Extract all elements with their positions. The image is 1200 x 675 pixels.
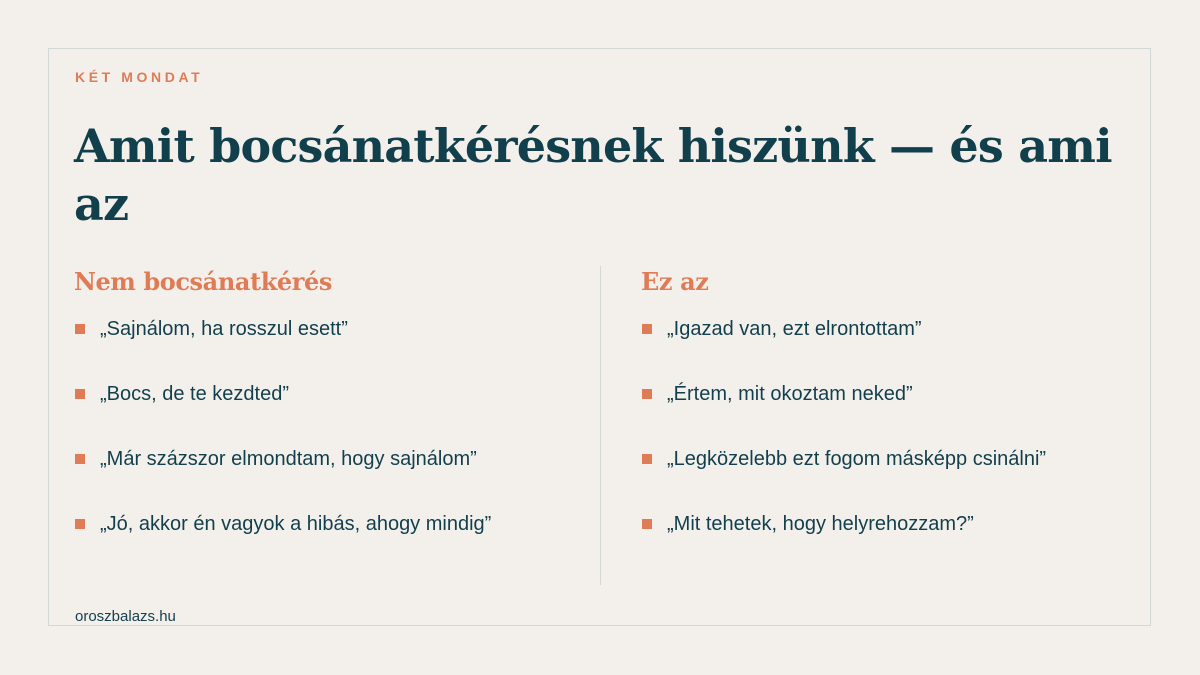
list-item-text: „Mit tehetek, hogy helyrehozzam?” [667, 513, 974, 535]
column-apology [641, 265, 1121, 535]
square-bullet-icon [75, 324, 85, 334]
list-item-text: „Jó, akkor én vagyok a hibás, ahogy mindig” [100, 513, 492, 535]
footer-source: oroszbalazs.hu [75, 608, 176, 625]
square-bullet-icon [642, 519, 652, 529]
column-divider [600, 266, 601, 585]
square-bullet-icon [75, 519, 85, 529]
list-item-text: „Legközelebb ezt fogom másképp csinálni” [667, 448, 1047, 470]
slide-title: Amit bocsánatkérésnek hiszünk — és ami az [74, 119, 1112, 231]
list-item-text: „Már százszor elmondtam, hogy sajnálom” [100, 448, 477, 470]
square-bullet-icon [642, 324, 652, 334]
column-heading-apology: Ez az [641, 267, 709, 296]
list-item-text: „Értem, mit okoztam neked” [667, 383, 913, 405]
list-item-text: „Bocs, de te kezdted” [100, 383, 289, 405]
square-bullet-icon [75, 454, 85, 464]
eyebrow-label: KÉT MONDAT [75, 69, 204, 85]
square-bullet-icon [75, 389, 85, 399]
list-item-text: „Sajnálom, ha rosszul esett” [100, 318, 348, 340]
square-bullet-icon [642, 389, 652, 399]
column-heading-not-apology: Nem bocsánatkérés [74, 267, 333, 296]
column-not-apology [74, 265, 574, 535]
slide-frame [48, 48, 1151, 626]
square-bullet-icon [642, 454, 652, 464]
list-item-text: „Igazad van, ezt elrontottam” [667, 318, 922, 340]
